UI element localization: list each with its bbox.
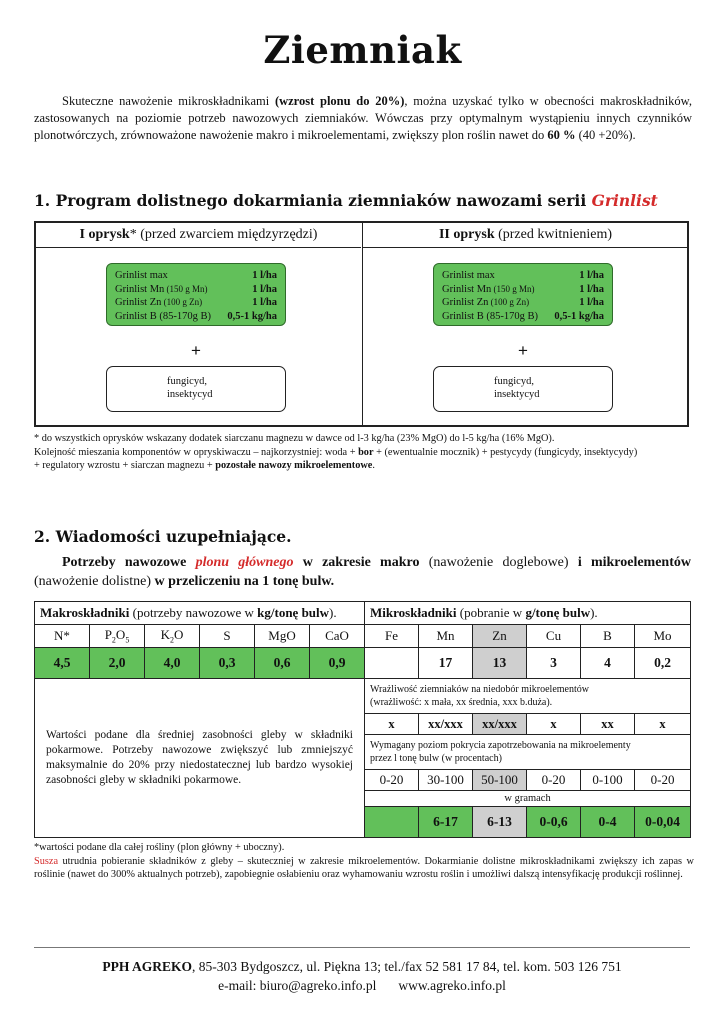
spray-column-1	[36, 223, 361, 425]
macro-label: N*	[35, 625, 90, 648]
micro-label: Cu	[527, 625, 581, 648]
macro-value: 0,3	[200, 648, 255, 679]
macro-header: Makroskładniki (potrzeby nawozowe w kg/tonę bulw).	[35, 602, 365, 625]
plus-sign: +	[518, 341, 528, 360]
coverage-value: 50-100	[473, 770, 527, 791]
plus-sign: +	[191, 341, 201, 360]
coverage-value: 0-20	[635, 770, 691, 791]
coverage-value: 0-20	[365, 770, 419, 791]
footer-email[interactable]: e-mail: biuro@agreko.info.pl	[218, 978, 377, 993]
coverage-caption: Wymagany poziom pokrycia zapotrzebowania na mikroelementy przez l tonę bulw (w procentach)	[365, 735, 691, 770]
spray-1-header: I oprysk* (przed zwarciem międzyrzędzi)	[36, 223, 361, 248]
micro-value: 3	[527, 648, 581, 679]
micro-header: Mikroskładniki (pobranie w g/tonę bulw).	[365, 602, 691, 625]
gram-value: 6-17	[419, 807, 473, 838]
micro-value	[365, 648, 419, 679]
footer: PPH AGREKO, 85-303 Bydgoszcz, ul. Piękna 13; tel./fax 52 581 17 84, tel. kom. 503 126 751 e-mail: biuro@agreko.info.pl www.agreko.info.pl	[102, 959, 622, 993]
fertilizer-box-1: Grinlist max 1 l/ha Grinlist Mn (150 g Mn) 1 l/ha Grinlist Zn (100 g Zn) 1 l/ha Grinlist B (85-170g B) 0,5-1 kg/ha	[106, 263, 286, 326]
macro-value: 2,0	[90, 648, 145, 679]
macro-label: CaO	[310, 625, 365, 648]
nutrient-table	[34, 601, 691, 838]
sensitivity-value: xx/xxx	[419, 714, 473, 735]
gram-value	[365, 807, 419, 838]
micro-label: B	[581, 625, 635, 648]
coverage-value: 0-100	[581, 770, 635, 791]
soil-note: Wartości podane dla średniej zasobności gleby w składniki pokarmowe. Potrzeby nawozowe zwiększyć lub zmniejszyć maksymalnie do 20% przy niedostatecznej lub bardzo wysokiej zasobności gleby w składniki pokarmowe.	[35, 679, 365, 838]
spray-program-box	[34, 221, 689, 427]
sensitivity-value: x	[365, 714, 419, 735]
gram-value: 0-0,04	[635, 807, 691, 838]
micro-value: 13	[473, 648, 527, 679]
section-2-subheading: Potrzeby nawozowe plonu głównego w zakresie makro (nawożenie doglebowe) i mikroelementów (nawożenie dolistne) w przeliczeniu na 1 tonę bulw.	[34, 555, 691, 589]
spray-2-header: II oprysk (przed kwitnieniem)	[363, 223, 688, 248]
fertilizer-box-2: Grinlist max 1 l/ha Grinlist Mn (150 g Mn) 1 l/ha Grinlist Zn (100 g Zn) 1 l/ha Grinlist B (85-170g B) 0,5-1 kg/ha	[433, 263, 613, 326]
footer-website[interactable]: www.agreko.info.pl	[398, 978, 506, 993]
coverage-value: 0-20	[527, 770, 581, 791]
macro-label: $P_2O_5$	[90, 625, 145, 648]
sensitivity-caption: Wrażliwość ziemniaków na niedobór mikroelementów (wrażliwość: x mała, xx średnia, xxx b.duża).	[365, 679, 691, 714]
macro-value: 0,6	[255, 648, 310, 679]
macro-label: S	[200, 625, 255, 648]
micro-label: Fe	[365, 625, 419, 648]
sensitivity-value: x	[527, 714, 581, 735]
micro-value: 4	[581, 648, 635, 679]
sensitivity-value: xx/xxx	[473, 714, 527, 735]
sensitivity-value: x	[635, 714, 691, 735]
pesticide-box-1: fungicyd, insektycyd	[106, 366, 286, 412]
coverage-value: 30-100	[419, 770, 473, 791]
footer-divider	[34, 947, 690, 948]
intro-paragraph: Skuteczne nawożenie mikroskładnikami (wzrost plonu do 20%), można uzyskać tylko w obecności makroskładników, zastosowanych na poziomie potrzeb nawozowych ziemniaków. Wówczas przy optymalnym wystąpieniu innych czynników plonotwórczych, zrównoważone nawożenie makro i mikroelementami, zwiększy plon roślin nawet do 60 % (40 +20%).	[34, 94, 693, 142]
grams-label: w gramach	[365, 791, 691, 807]
spray-notes: * do wszystkich oprysków wskazany dodatek siarczanu magnezu w dawce od l-3 kg/ha (23% MgO) do l-5 kg/ha (16% MgO). Kolejność mieszania komponentów w opryskiwaczu – najkorzystniej: woda + bor + (ewentualnie mocznik) + pestycydy (fungicydy, insektycydy) + regulatory wzrostu + siarczan magnezu + pozostałe nawozy mikroelementowe.	[34, 433, 638, 471]
pesticide-box-2: fungicyd, insektycyd	[433, 366, 613, 412]
macro-value: 4,5	[35, 648, 90, 679]
micro-label: Mo	[635, 625, 691, 648]
drought-notes: *wartości podane dla całej rośliny (plon główny + uboczny). Susza utrudnia pobieranie składników z gleby – skuteczniej w zakresie mikroelementów. Dokarmianie dolistne mikroskładnikami zwiększy ich zapas w roślinie (nawet do 300% aktualnych potrzeb), zapobiegnie osłabieniu oraz wyhamowaniu wzrostu roślin i umożliwi dalszą intensyfikację produkcji roślinnej.	[34, 842, 694, 880]
gram-value: 6-13	[473, 807, 527, 838]
micro-label: Mn	[419, 625, 473, 648]
page-title: Ziemniak	[263, 28, 462, 72]
micro-value: 17	[419, 648, 473, 679]
micro-label: Zn	[473, 625, 527, 648]
macro-label: $K_2O$	[145, 625, 200, 648]
macro-value: 4,0	[145, 648, 200, 679]
section-2-title: 2. Wiadomości uzupełniające.	[34, 527, 292, 546]
spray-column-2	[362, 223, 688, 425]
micro-value: 0,2	[635, 648, 691, 679]
gram-value: 0-4	[581, 807, 635, 838]
macro-value: 0,9	[310, 648, 365, 679]
macro-label: MgO	[255, 625, 310, 648]
sensitivity-value: xx	[581, 714, 635, 735]
section-1-title: 1. Program dolistnego dokarmiania ziemniaków nawozami serii Grinlist	[34, 191, 658, 210]
gram-value: 0-0,6	[527, 807, 581, 838]
